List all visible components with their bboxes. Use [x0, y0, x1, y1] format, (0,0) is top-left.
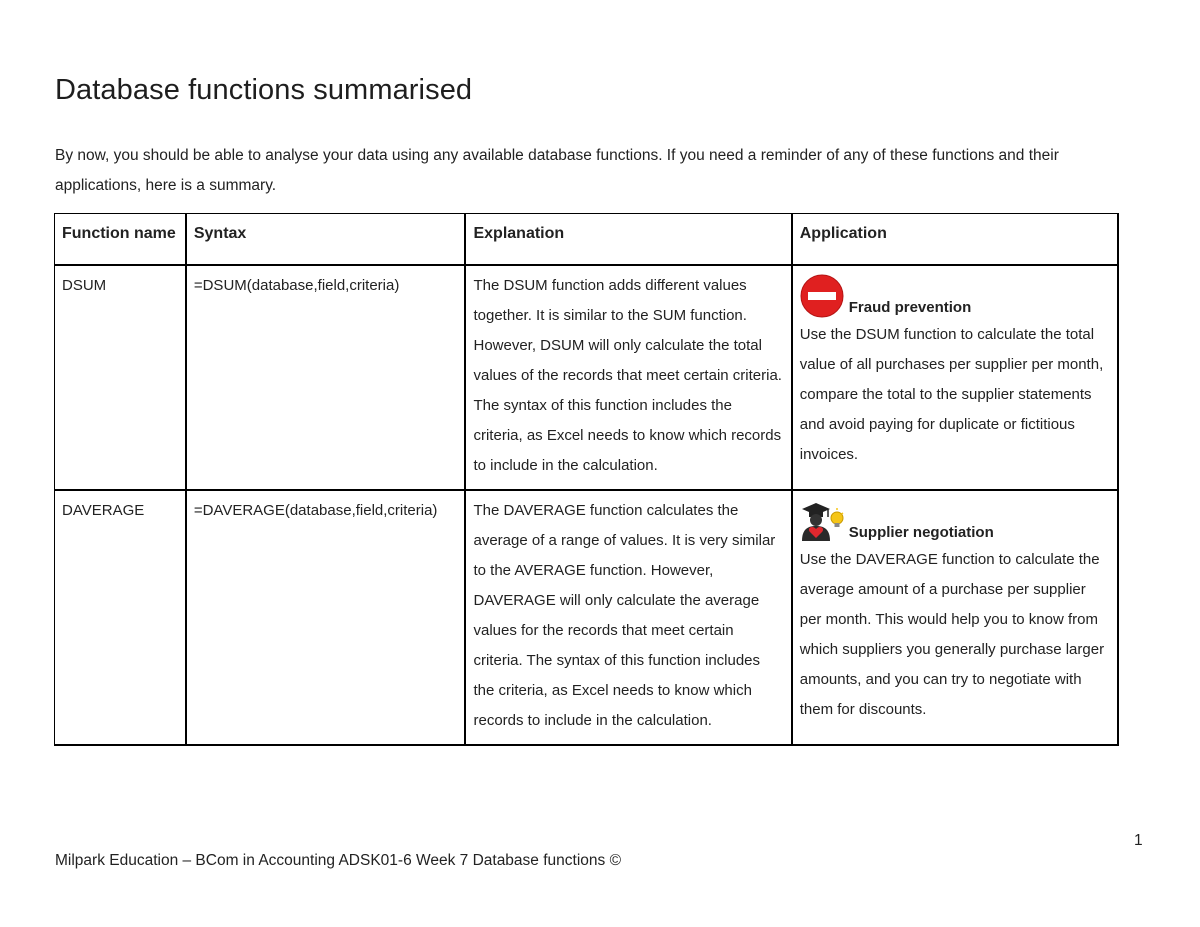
application-cell [792, 490, 1118, 745]
application-title: Supplier negotiation [848, 523, 994, 541]
table-row [55, 490, 1119, 745]
application-heading [800, 274, 1110, 318]
database-functions-table [54, 213, 1119, 746]
explanation-cell: The DAVERAGE function calculates the average of a range of values. It is very similar to the AVERAGE function. However, DAVERAGE will only calculate the average values for the records that meet certain criteria. The syntax of this function includes the criteria, as Excel needs to know which records to include in the calculation. [465, 490, 791, 745]
table-row [55, 265, 1119, 490]
application-title: Fraud prevention [848, 298, 972, 316]
graduate-lightbulb-icon [800, 499, 844, 543]
header-explanation: Explanation [465, 214, 791, 265]
explanation-cell: The DSUM function adds different values together. It is similar to the SUM function. However, DSUM will only calculate the total values of the records that meet certain criteria. The syntax of this function includes the criteria, as Excel needs to know which records to include in the calculation. [465, 265, 791, 490]
application-heading [800, 499, 1110, 543]
intro-paragraph: By now, you should be able to analyse your data using any available database functions. If you need a reminder of any of these functions and their applications, here is a summary. [55, 147, 1059, 194]
syntax-cell: =DAVERAGE(database,field,criteria) [186, 490, 466, 745]
no-entry-icon [800, 274, 844, 318]
footer-text: Milpark Education – BCom in Accounting ADSK01-6 Week 7 Database functions © [55, 852, 621, 869]
application-text: Use the DSUM function to calculate the total value of all purchases per supplier per month, compare the total to the supplier statements and avoid paying for duplicate or fictitious invoices. [799, 325, 1104, 463]
page-number: 1 [1134, 832, 1143, 849]
header-syntax: Syntax [186, 214, 466, 265]
syntax-cell: =DSUM(database,field,criteria) [186, 265, 466, 490]
function-name-cell: DSUM [55, 265, 186, 490]
application-cell [792, 265, 1118, 490]
header-function-name: Function name [55, 214, 186, 265]
function-name-cell: DAVERAGE [55, 490, 186, 745]
header-application: Application [792, 214, 1118, 265]
application-text: Use the DAVERAGE function to calculate the average amount of a purchase per supplier per month. This would help you to know from which suppliers you generally purchase larger amounts, and you can try to negotiate with them for discounts. [799, 550, 1105, 718]
page-title: Database functions summarised [55, 74, 473, 106]
table-header-row [55, 214, 1119, 265]
